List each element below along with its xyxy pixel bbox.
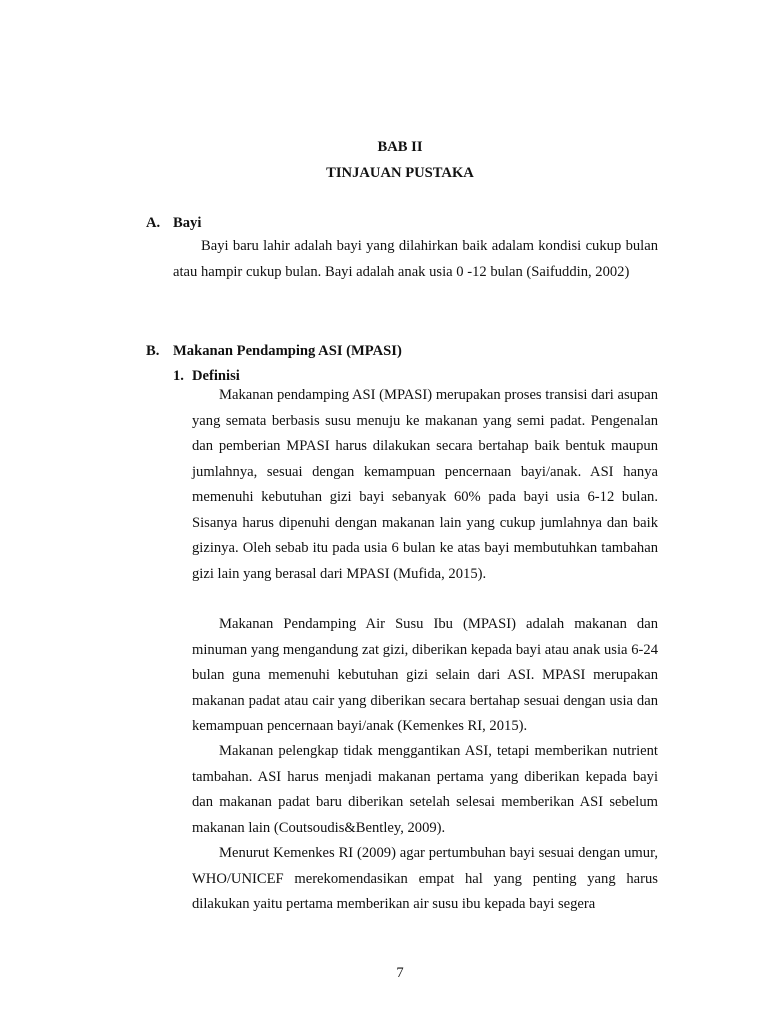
definisi-paragraph-1: Makanan pendamping ASI (MPASI) merupakan proses transisi dari asupan yang semata berbasis susu menuju ke makanan yang semi padat. Pengenalan dan pemberian MPASI harus dilakukan secara bertahap baik bentuk maupun jumlahnya, sesuai dengan kemampuan pencernaan bayi/anak. ASI hanya memenuhi kebutuhan gizi bayi sebanyak 60% pada bayi usia 6-12 bulan. Sisanya harus dipenuhi dengan makanan lain yang cukup jumlahnya dan baik gizinya. Oleh sebab itu pada usia 6 bulan ke atas bayi membutuhkan tambahan gizi lain yang berasal dari MPASI (Mufida, 2015). — [192, 387, 658, 582]
section-b-heading — [146, 342, 402, 360]
subsection-1-title: Definisi — [192, 368, 240, 384]
section-a-paragraph: Bayi baru lahir adalah bayi yang dilahirkan baik adalam kondisi cukup bulan atau hampir cukup bulan. Bayi adalah anak usia 0 -12 bulan (Saifuddin, 2002) — [173, 238, 658, 280]
definisi-paragraph-4: Menurut Kemenkes RI (2009) agar pertumbuhan bayi sesuai dengan umur, WHO/UNICEF merekomendasikan empat hal yang penting yang harus dilakukan yaitu pertama memberikan air susu ibu kepada bayi segera — [192, 845, 658, 912]
section-b-title: Makanan Pendamping ASI (MPASI) — [173, 343, 402, 359]
section-a-title: Bayi — [173, 215, 202, 231]
section-a-letter: A. — [146, 215, 161, 231]
chapter-number: BAB II — [377, 139, 423, 155]
page-number: 7 — [396, 965, 404, 981]
chapter-title: TINJAUAN PUSTAKA — [326, 165, 474, 181]
definisi-paragraph-2: Makanan Pendamping Air Susu Ibu (MPASI) adalah makanan dan minuman yang mengandung zat gizi, diberikan kepada bayi atau anak usia 6-24 bulan guna memenuhi kebutuhan gizi selain dari ASI. MPASI merupakan makanan padat atau cair yang diberikan secara bertahap sesuai dengan usia dan kemampuan pencernaan bayi/anak (Kemenkes RI, 2015). — [192, 616, 658, 734]
definisi-paragraph-3: Makanan pelengkap tidak menggantikan ASI, tetapi memberikan nutrient tambahan. ASI harus menjadi makanan pertama yang diberikan kepada bayi dan makanan padat baru diberikan setelah selesai memberikan ASI sebelum makanan lain (Coutsoudis&Bentley, 2009). — [192, 743, 658, 836]
section-a-heading — [146, 214, 201, 232]
subsection-1-number: 1. — [173, 368, 184, 384]
section-b-letter: B. — [146, 343, 160, 359]
